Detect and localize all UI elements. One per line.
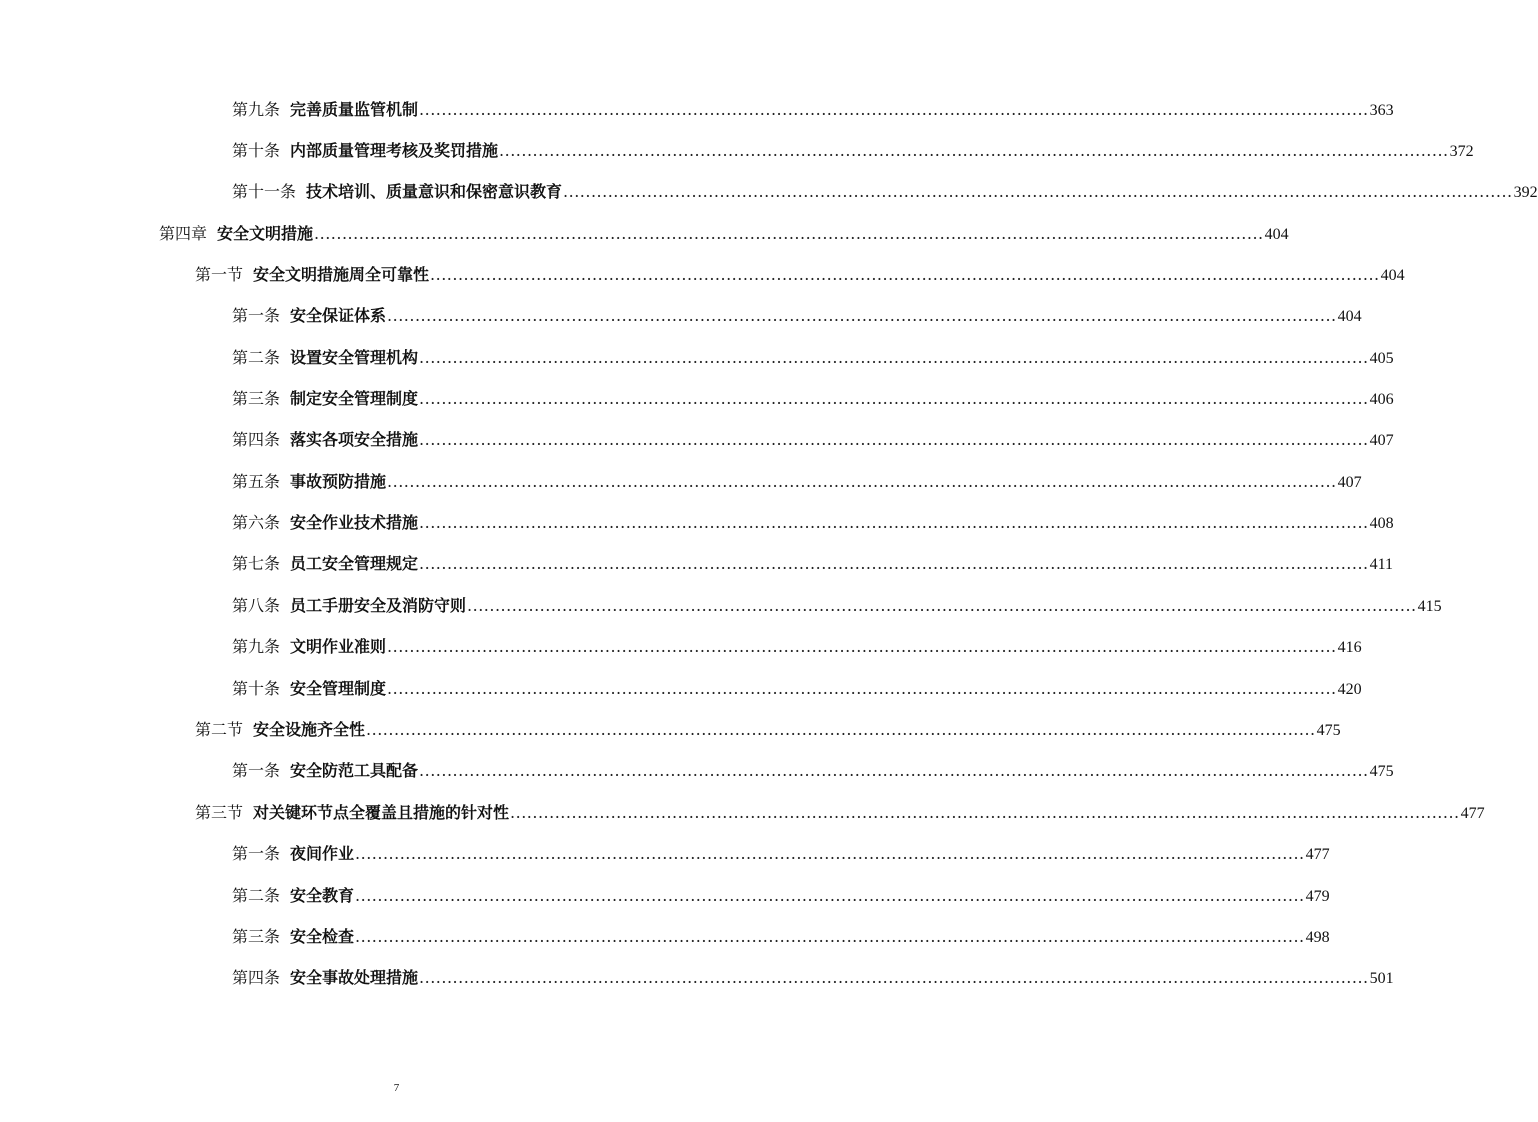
toc-entry-page: 404 [1337,308,1362,325]
toc-entry[interactable] [232,594,1442,618]
toc-entry-page: 416 [1337,639,1362,656]
toc-entry-leader: .......................................................................................................................................................................... [419,389,1369,408]
toc-entry-title: 安全管理制度 [290,679,387,698]
toc-entry-page: 479 [1305,888,1330,905]
toc-entry-leader: .......................................................................................................................................................................... [366,720,1316,739]
toc-entry-page: 407 [1369,432,1394,449]
toc-entry[interactable] [232,677,1362,701]
toc-entry-number: 第四条 [232,430,281,449]
toc-entry-page: 420 [1337,681,1362,698]
toc-entry-leader: .......................................................................................................................................................................... [499,141,1449,160]
toc-entry-page: 475 [1316,722,1341,739]
toc-entry-section[interactable] [195,718,1341,742]
toc-entry[interactable] [232,346,1394,370]
toc-entry-leader: .......................................................................................................................................................................... [355,886,1305,905]
toc-entry-title: 安全作业技术措施 [290,513,419,532]
toc-entry-number: 第十条 [232,141,281,160]
toc-entry-page: 406 [1369,391,1394,408]
toc-entry-leader: .......................................................................................................................................................................... [387,637,1337,656]
toc-entry-page: 372 [1449,143,1474,160]
toc-entry-leader: .......................................................................................................................................................................... [419,554,1369,573]
page-number: 7 [393,1082,400,1094]
toc-entry-leader: .......................................................................................................................................................................... [387,306,1337,325]
toc-entry-leader: .......................................................................................................................................................................... [430,265,1380,284]
toc-entry-page: 415 [1417,598,1442,615]
toc-entry-title: 夜间作业 [290,844,355,863]
toc-entry-title: 安全设施齐全性 [253,720,366,739]
toc-entry-number: 第三条 [232,389,281,408]
toc-entry-title: 对关键环节点全覆盖且措施的针对性 [253,803,510,822]
toc-entry-title: 完善质量监管机制 [290,100,419,119]
toc-entry-page: 498 [1305,929,1330,946]
toc-entry-leader: .......................................................................................................................................................................... [419,430,1369,449]
toc-entry-page: 475 [1369,763,1394,780]
toc-entry[interactable] [232,98,1394,122]
toc-entry-title: 文明作业准则 [290,637,387,656]
toc-entry-number: 第五条 [232,472,281,491]
toc-entry[interactable] [232,387,1394,411]
toc-entry-number: 第三节 [195,803,244,822]
toc-entry-page: 477 [1305,846,1330,863]
toc-entry-title: 安全防范工具配备 [290,761,419,780]
toc-entry-page: 404 [1380,267,1405,284]
toc-entry-page: 477 [1460,805,1485,822]
toc-entry-number: 第六条 [232,513,281,532]
toc-entry-leader: .......................................................................................................................................................................... [419,100,1369,119]
toc-entry-page: 407 [1337,474,1362,491]
toc-entry-leader: .......................................................................................................................................................................... [355,927,1305,946]
toc-entry-title: 员工安全管理规定 [290,554,419,573]
toc-entry-section[interactable] [195,801,1485,825]
toc-entry-leader: .......................................................................................................................................................................... [419,348,1369,367]
toc-entry-number: 第二条 [232,348,281,367]
toc-entry-leader: .......................................................................................................................................................................... [467,596,1417,615]
toc-entry-title: 安全事故处理措施 [290,968,419,987]
toc-entry-title: 技术培训、质量意识和保密意识教育 [306,182,563,201]
toc-entry-leader: .......................................................................................................................................................................... [419,968,1369,987]
toc-entry-number: 第一条 [232,306,281,325]
toc-entry-number: 第八条 [232,596,281,615]
toc-entry-title: 安全文明措施 [217,224,314,243]
toc-entry-title: 安全保证体系 [290,306,387,325]
toc-entry-number: 第二条 [232,886,281,905]
toc-entry[interactable] [232,842,1330,866]
toc-entry[interactable] [232,966,1394,990]
toc-entry[interactable] [232,552,1394,576]
toc-entry-leader: .......................................................................................................................................................................... [419,513,1369,532]
toc-entry-page: 392 [1513,184,1538,201]
toc-entry[interactable] [232,470,1362,494]
toc-entry-leader: .......................................................................................................................................................................... [387,472,1337,491]
toc-entry-title: 内部质量管理考核及奖罚措施 [290,141,499,160]
toc-entry-leader: .......................................................................................................................................................................... [419,761,1369,780]
toc-entry-chapter[interactable] [159,222,1289,246]
toc-entry-number: 第一条 [232,844,281,863]
toc-entry-page: 405 [1369,350,1394,367]
toc-entry-number: 第一条 [232,761,281,780]
toc-entry-title: 事故预防措施 [290,472,387,491]
toc-entry[interactable] [232,925,1330,949]
toc-entry-leader: .......................................................................................................................................................................... [387,679,1337,698]
toc-entry-number: 第七条 [232,554,281,573]
toc-entry-number: 第十条 [232,679,281,698]
toc-entry-number: 第四章 [159,224,208,243]
toc-entry-title: 员工手册安全及消防守则 [290,596,467,615]
toc-entry-leader: .......................................................................................................................................................................... [314,224,1264,243]
toc-entry-page: 404 [1264,226,1289,243]
toc-entry-leader: .......................................................................................................................................................................... [563,182,1513,201]
toc-entry[interactable] [232,180,1538,204]
toc-entry-leader: .......................................................................................................................................................................... [510,803,1460,822]
toc-entry-page: 363 [1369,102,1394,119]
toc-entry-title: 制定安全管理制度 [290,389,419,408]
toc-entry-number: 第三条 [232,927,281,946]
toc-entry-number: 第九条 [232,637,281,656]
toc-entry[interactable] [232,884,1330,908]
toc-entry[interactable] [232,139,1474,163]
toc-entry[interactable] [232,759,1394,783]
toc-entry-number: 第四条 [232,968,281,987]
toc-entry-page: 411 [1369,556,1394,573]
toc-entry[interactable] [232,304,1362,328]
toc-entry[interactable] [232,428,1394,452]
toc-entry-number: 第九条 [232,100,281,119]
toc-entry-section[interactable] [195,263,1405,287]
toc-entry[interactable] [232,511,1394,535]
toc-entry-number: 第二节 [195,720,244,739]
toc-entry[interactable] [232,635,1362,659]
toc-entry-page: 501 [1369,970,1394,987]
toc-entry-title: 落实各项安全措施 [290,430,419,449]
toc-entry-number: 第一节 [195,265,244,284]
toc-entry-leader: .......................................................................................................................................................................... [355,844,1305,863]
toc-entry-title: 设置安全管理机构 [290,348,419,367]
toc-entry-page: 408 [1369,515,1394,532]
toc-entry-title: 安全检查 [290,927,355,946]
toc-entry-title: 安全教育 [290,886,355,905]
toc-entry-number: 第十一条 [232,182,297,201]
toc-entry-title: 安全文明措施周全可靠性 [253,265,430,284]
